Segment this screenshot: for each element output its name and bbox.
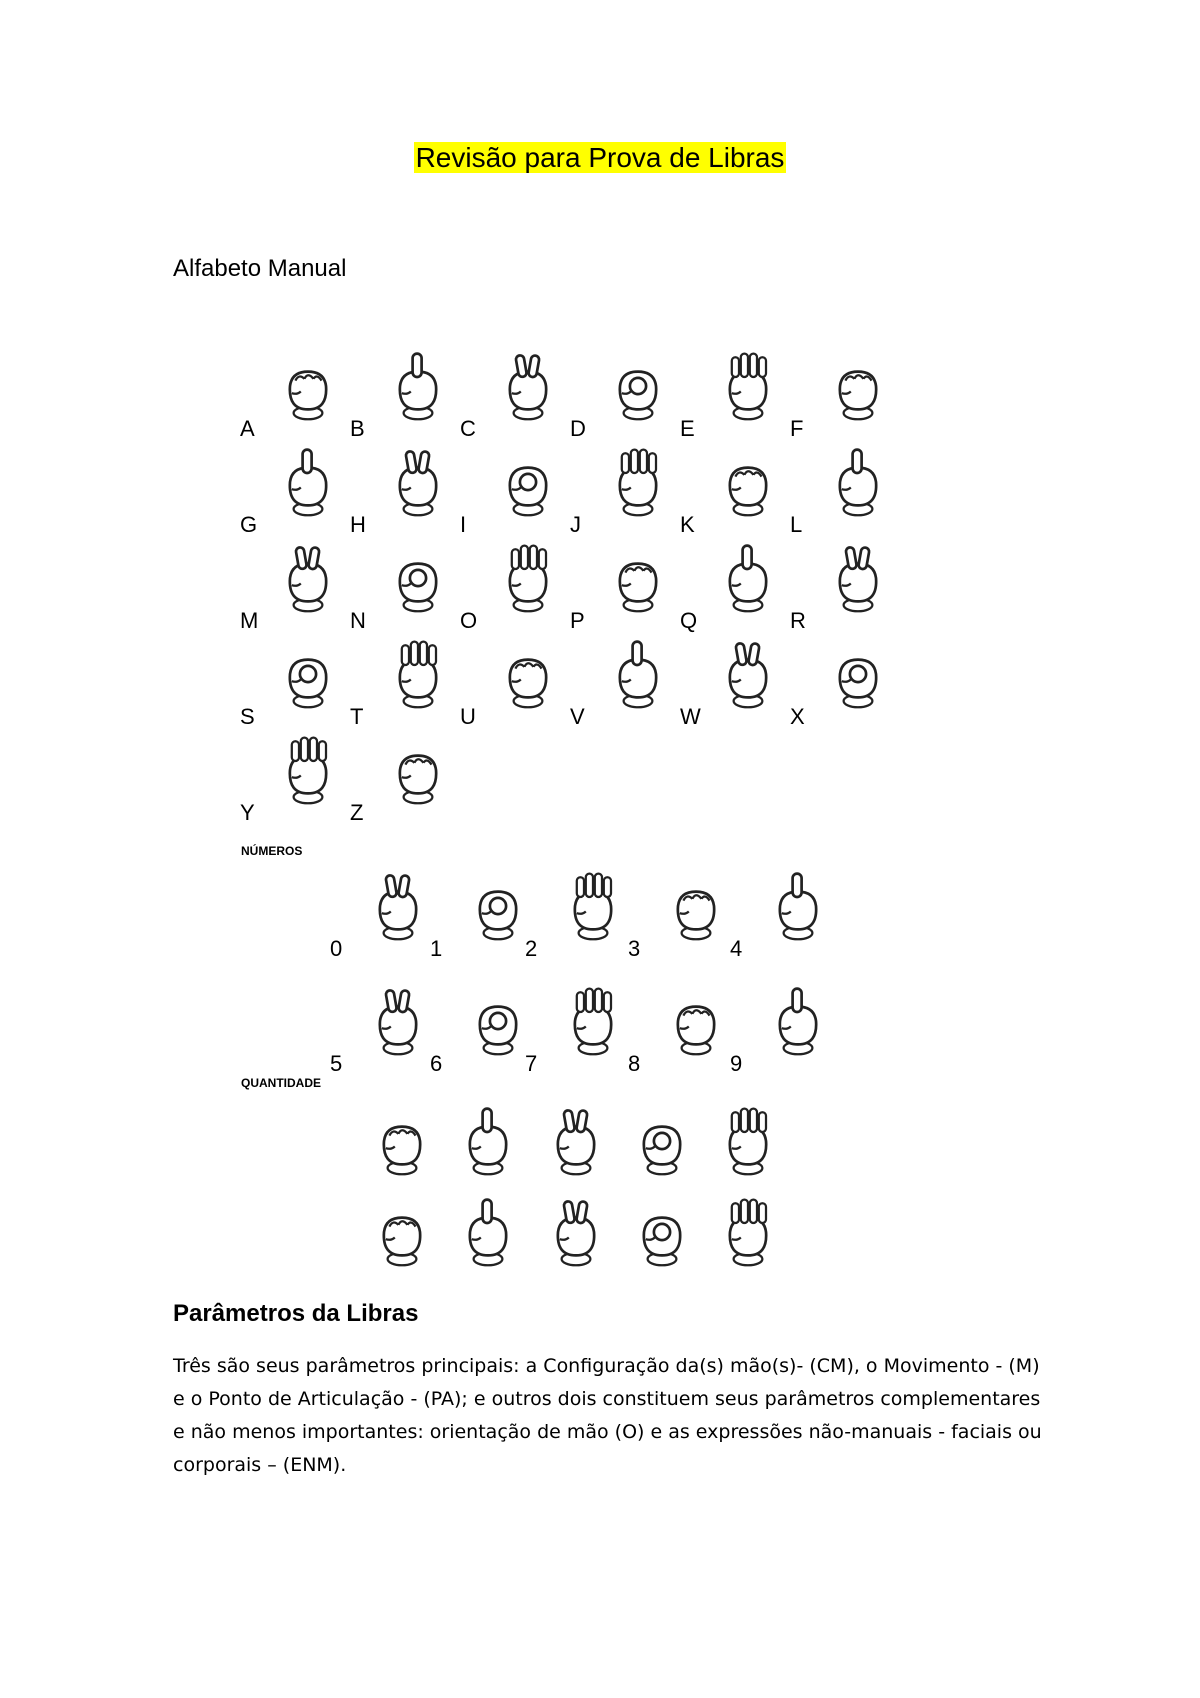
letter-label: K (680, 512, 695, 537)
number-label: 2 (525, 936, 538, 961)
hand-sign-icon (366, 1105, 438, 1177)
number-label: 0 (330, 936, 343, 961)
quantity-sign (712, 1105, 792, 1185)
number-label: 6 (430, 1051, 443, 1076)
hand-sign-icon (712, 1196, 784, 1268)
letter-label: M (240, 608, 259, 633)
hand-sign-icon (626, 1105, 698, 1177)
title-highlight: Revisão para Prova de Libras (415, 142, 785, 173)
parameters-paragraph: Três são seus parâmetros principais: a Configuração da(s) mão(s)- (CM), o Movimento - (M) e o Ponto de Articulação - (PA); e outros dois constituem seus parâmetros complementares e não menos importantes: orientação de mão (O) e as expressões não-manuais - faciais ou corporais – (ENM). (173, 1355, 1042, 1476)
letter-label: P (570, 608, 585, 633)
letter-label: O (460, 608, 478, 633)
hand-sign-icon (452, 1196, 524, 1268)
letter-label: F (790, 416, 804, 441)
quantity-sign (452, 1105, 532, 1185)
numbers-label: NÚMEROS (241, 844, 303, 858)
quantity-label: QUANTIDADE (241, 1076, 321, 1090)
letter-label: Z (350, 800, 364, 825)
letter-label: W (680, 704, 701, 729)
letter-label: Y (240, 800, 255, 825)
quantity-sign (626, 1196, 706, 1276)
quantity-sign (452, 1196, 532, 1276)
letter-label: G (240, 512, 258, 537)
number-label: 8 (628, 1051, 641, 1076)
letter-label: C (460, 416, 476, 441)
quantity-sign (626, 1105, 706, 1185)
hand-sign-icon (366, 1196, 438, 1268)
number-label: 7 (525, 1051, 538, 1076)
letter-label: L (790, 512, 803, 537)
section-heading-parametros: Parâmetros da Libras (173, 1300, 419, 1327)
quantity-sign (712, 1196, 792, 1276)
letter-label: X (790, 704, 805, 729)
quantity-sign (366, 1196, 446, 1276)
section-heading-alfabeto: Alfabeto Manual (173, 255, 347, 282)
letter-label: I (460, 512, 467, 537)
number-label: 4 (730, 936, 743, 961)
hand-sign-icon (626, 1196, 698, 1268)
letter-label: S (240, 704, 255, 729)
letter-label: H (350, 512, 366, 537)
number-label: 9 (730, 1051, 743, 1076)
quantity-sign (540, 1196, 620, 1276)
hand-sign-icon (452, 1105, 524, 1177)
hand-sign-icon (712, 1105, 784, 1177)
letter-label: N (350, 608, 366, 633)
letter-label: B (350, 416, 365, 441)
letter-label: A (240, 416, 255, 441)
quantity-sign (366, 1105, 446, 1185)
hand-sign-icon (540, 1196, 612, 1268)
letter-label: R (790, 608, 806, 633)
hand-sign-icon (540, 1105, 612, 1177)
letter-label: U (460, 704, 476, 729)
letter-label: V (570, 704, 585, 729)
letter-label: J (570, 512, 581, 537)
number-label: 3 (628, 936, 641, 961)
quantity-sign (540, 1105, 620, 1185)
letter-label: Q (680, 608, 698, 633)
number-label: 1 (430, 936, 443, 961)
letter-label: E (680, 416, 695, 441)
number-label: 5 (330, 1051, 343, 1076)
letter-label: D (570, 416, 586, 441)
letter-label: T (350, 704, 364, 729)
